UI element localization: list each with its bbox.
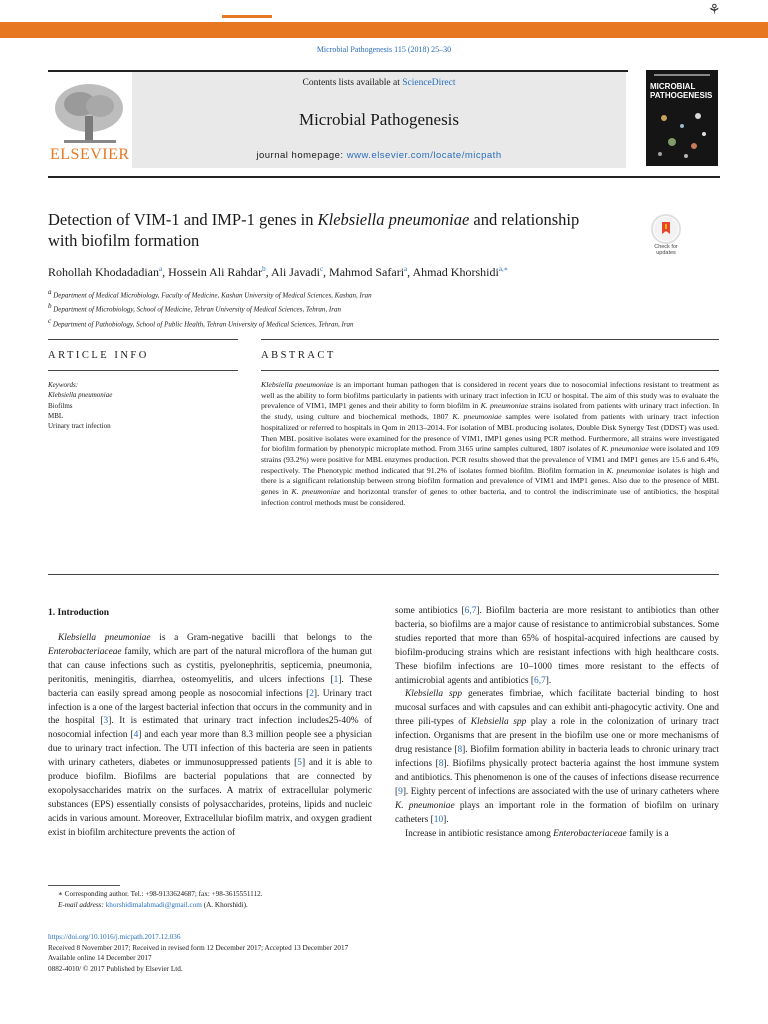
p-seg: K. pneumoniae: [395, 800, 455, 811]
p-seg: ]. Biofilm formation ability in bacteria leads to chronic urinary tract infections [: [395, 745, 719, 769]
abstract-seg: K. pneumoniae: [452, 412, 502, 422]
article-title: [48, 209, 608, 251]
journal-name: Microbial Pathogenesis: [298, 110, 460, 129]
p-seg: play a role in the colonization of urinary tract infection. Organisms that are present in the biofilm use one or more mechanisms of drug resistance [: [395, 717, 719, 756]
affiliation-text: Department of Microbiology, School of Medicine, Tehran University of Medical Sciences, Tehran, Iran: [53, 305, 341, 314]
citation-link[interactable]: 6,7: [464, 606, 477, 616]
intro-paragraph-1-cont: [395, 605, 719, 688]
cover-title-line-2: PATHOGENESIS: [650, 91, 713, 100]
tree-icon[interactable]: ⚘: [708, 3, 721, 18]
citation-link[interactable]: 8: [438, 758, 444, 769]
issn-copyright: 0882-4010/ © 2017 Published by Elsevier Ltd.: [48, 964, 183, 973]
homepage-link[interactable]: www.elsevier.com/locate/micpath: [346, 150, 502, 161]
title-part-1: Detection of VIM-1 and IMP-1 genes in: [48, 210, 318, 229]
abstract-seg: samples were isolated from patients with urinary tract infection hospitalized or referred to hospitals in Qom in 2013–2014. For isolation of MBL producing isolates, Double Disk Synergy Test (DDST) was used. Then MBL positive isolates were examined for the presence of VIM1, IMP1 genes using PCR method. Furthermore, all strains were investigated for biofilm formation by phenotypic microplate method. From 3165 urine samples cultured, 1807 isolates of: [261, 412, 719, 454]
abstract-seg: Klebsiella pneumoniae: [261, 380, 334, 389]
cover-title-line-1: MICROBIAL: [650, 82, 696, 91]
citation-link[interactable]: 6,7: [534, 675, 546, 686]
top-bar: [0, 0, 768, 38]
p-seg: family, which are part of the natural microflora of the human gut that can cause infections such as cystitis, pyelonephritis, septicemia, pneumonia, peritonitis, meningitis, diarrhea, osteomyelitis, and ulcers infections [: [48, 646, 372, 685]
homepage-line: [132, 150, 626, 161]
p-seg: family is a: [626, 828, 669, 839]
contents-prefix: Contents lists available at: [302, 78, 403, 88]
affiliations: [48, 287, 728, 330]
author-affil[interactable]: b: [262, 265, 266, 273]
abstract-seg: is an important human pathogen that is considered in recent years due to nosocomial infections resistant to treatment as well as the ability to form biofilms particularly in patients with urinary tract infection in ICU or hospital. The aim of this study was to evaluate the prevalence of VIM1, IMP1 genes and their ability to form biofilm in: [261, 380, 719, 411]
p-seg: ].: [443, 814, 449, 825]
citation-link[interactable]: 4: [133, 730, 139, 741]
citation-link[interactable]: 3: [103, 716, 109, 727]
abstract-rule-top: [261, 339, 719, 340]
received-dates: Received 8 November 2017; Received in revised form 12 December 2017; Accepted 13 December 2017: [48, 943, 349, 952]
left-column: [48, 632, 372, 841]
abstract-seg: K. pneumoniae: [601, 444, 649, 454]
intro-paragraph-1: [48, 632, 372, 841]
abstract-seg: K. pneumoniae: [480, 401, 529, 411]
abstract-seg: were isolated and 109 strains (93.2%) were positive for MBL enzymes production. PCR results showed that the prevalence of VIM1 and IMP1 genes are 15.6 and 6.4%, respectively. The Phenotypic method indicated that 91.2% of isolates formed biofilm. Biofilm formation in: [261, 444, 719, 475]
p-seg: Enterobacteriaceae: [553, 828, 627, 839]
p-seg: ] and each year more than 8.3 million people see a physician due to urinary tract infection. The UTI infection of this bacteria are seen in patients with urinary catheters, diabetes or immunosuppressed patients [: [48, 730, 372, 769]
right-column: [395, 605, 719, 841]
p-seg: plays an important role in the formation of biofilm on urinary catheters [: [395, 800, 719, 825]
intro-paragraph-3: [395, 828, 719, 842]
email-label: E-mail address:: [58, 900, 106, 909]
orange-banner: [0, 22, 768, 38]
abstract-rule-mid: [261, 370, 719, 371]
doi-link[interactable]: https://doi.org/10.1016/j.micpath.2017.12.036: [48, 933, 181, 941]
homepage-prefix: journal homepage:: [256, 150, 347, 161]
citation-link[interactable]: 9: [398, 786, 403, 797]
author-name[interactable]: Ali Javadi: [270, 265, 320, 279]
author-name[interactable]: Hossein Ali Rahdar: [168, 265, 263, 279]
affiliation-marker: b: [48, 302, 52, 311]
abstract-seg: K. pneumoniae: [291, 487, 341, 497]
author-list: Rohollah Khodadadian$^a$, Hossein Ali Rahdar$^b$, Ali Javadi$^c$, Mahmod Safari$^a$, Ahmad Khorshidi$^{a,∗}$: [48, 265, 509, 279]
article-info-label: ARTICLE INFO: [48, 350, 149, 361]
abstract-rule-bottom: [48, 574, 719, 575]
cover-top-strip: [654, 74, 710, 76]
email-suffix: (A. Khorshidi).: [201, 900, 248, 909]
affiliation-item: [48, 287, 728, 301]
info-rule-top: [48, 339, 238, 340]
sciencedirect-link[interactable]: ScienceDirect: [402, 78, 456, 88]
keyword-item: Urinary tract infection: [48, 422, 111, 431]
check-updates-icon: [651, 214, 681, 244]
p-seg: ]. These bacteria can easily spread among people as nosocomial infections [: [48, 674, 372, 699]
p-seg: Enterobacteriaceae: [48, 646, 122, 657]
keywords-label: Keywords:: [48, 381, 79, 389]
footnotes: [48, 889, 448, 910]
header-rule-bottom: [48, 176, 720, 178]
author-affil[interactable]: a,∗: [498, 265, 509, 273]
p-seg: ] and it is able to produce biofilm. Biofilms are bacterial populations that are connected by exopolysaccharides matrix on the surfaces. A matrix of extracellular polymeric substances (EPS) essentially consists of polysaccharides, proteins, lipids and nucleic acids in various amount. Moreover, Extracellular biofilm matrix, and oxygen gradient exist in biofilm architecture prevents the action of: [48, 758, 373, 838]
intro-paragraph-2: [395, 688, 719, 827]
p-seg: ].: [545, 675, 552, 686]
keywords-block: [48, 380, 238, 431]
active-tab-indicator: [222, 15, 272, 18]
p-seg: ]. It is estimated that urinary tract infection includes25-40% of nosocomial infection [: [48, 716, 372, 741]
email-line: [48, 900, 448, 911]
elsevier-wordmark: ELSEVIER: [50, 146, 130, 163]
p-seg: Klebsiella spp: [470, 717, 527, 728]
abstract-seg: K. pneumoniae: [606, 465, 655, 475]
p-seg: Klebsiella spp: [405, 689, 463, 700]
check-updates-label-2: updates: [656, 250, 676, 256]
citation-link[interactable]: 10: [433, 814, 444, 825]
author-affil[interactable]: a: [158, 265, 163, 273]
journal-cover[interactable]: [646, 70, 718, 166]
author-affil[interactable]: c: [319, 265, 324, 273]
abstract-seg: and horizontal transfer of genes to other bacteria, and to control the indiscriminate use of antibiotics, the hospital infection control methods must be considered.: [261, 487, 719, 507]
intro-heading: 1. Introduction: [48, 608, 110, 618]
p-seg: some antibiotics [: [395, 606, 465, 616]
check-updates-label-1: Check for: [654, 244, 678, 250]
p-seg: generates fimbriae, which facilitate bacterial binding to host mucosal surfaces and with capsules and can exhibit anti-phagocytic activity. One and three pili-types of: [395, 689, 720, 728]
author-name[interactable]: Mahmod Safari: [329, 265, 405, 279]
affiliation-marker: c: [48, 316, 52, 325]
contents-line: [132, 78, 626, 88]
author-affil[interactable]: a: [404, 265, 408, 273]
corresponding-author-note: ∗ Corresponding author. Tel.: +98-9133624687; fax: +98-3615551112.: [58, 890, 263, 898]
keyword-item: Biofilms: [48, 401, 73, 410]
publication-info: [48, 932, 548, 974]
affiliation-item: [48, 316, 728, 330]
p-seg: Increase in antibiotic resistance among: [405, 828, 554, 839]
citation-link[interactable]: 2: [309, 688, 314, 699]
affiliation-item: [48, 301, 728, 315]
cover-image: [652, 106, 712, 162]
author-name[interactable]: Rohollah Khodadadian: [48, 265, 159, 279]
journal-reference-link[interactable]: Microbial Pathogenesis 115 (2018) 25–30: [316, 45, 452, 54]
citation-link[interactable]: 1: [333, 674, 339, 685]
abstract-seg: strains isolated from patients with urinary tract infection. In the study, using culture and biochemical methods, 1807: [261, 401, 719, 422]
p-seg: ]. Urinary tract infection is a one of the largest bacterial infection that occurs in the community and in the hospital [: [48, 688, 372, 727]
p-seg: is a Gram-negative bacilli that belongs to the: [150, 633, 372, 643]
title-organism: Klebsiella pneumoniae: [317, 210, 470, 229]
citation-link[interactable]: 5: [297, 758, 302, 769]
affiliation-text: Department of Medical Microbiology, Faculty of Medicine, Kashan University of Medical Sciences, Kashan, Iran: [53, 291, 372, 300]
footnote-rule: [48, 885, 120, 886]
affiliation-text: Department of Pathobiology, School of Public Health, Tehran University of Medical Sciences, Tehran, Iran: [52, 319, 354, 328]
available-online: Available online 14 December 2017: [48, 954, 152, 962]
keyword-item: Klebsiella pneumoniae: [48, 391, 113, 400]
p-seg: Klebsiella pneumoniae: [58, 633, 151, 643]
check-for-updates-button[interactable]: [648, 214, 684, 254]
keyword-item: MBL: [48, 411, 64, 420]
p-seg: ]. Biofilms physically protect bacteria against the host immune system and antibiotics. This phenomenon is one of the causes of infections disease recurrence [: [395, 758, 720, 797]
title-part-2: and relationship with biofilm formation: [48, 210, 580, 250]
email-link[interactable]: khorshidimalahmadi@gmail.com: [105, 900, 202, 909]
author-name[interactable]: Ahmad Khorshidi: [412, 265, 499, 279]
p-seg: ]. Biofilm bacteria are more resistant to antibiotics than other bacteria, so biofilms are a major cause of resistance to antimicrobial substances. Some studies reported that more than 65% of hospital-acquired infections are caused by biofilm-producing strains which are resistant infections with high healthcare costs. These biofilm infections are 10–1000 times more resistant to the effects of antimicrobial agents and antibiotics [: [395, 606, 720, 686]
citation-link[interactable]: 8: [457, 745, 463, 756]
abstract-label: ABSTRACT: [261, 350, 336, 361]
info-rule-mid: [48, 370, 238, 371]
abstract-seg: isolates is high and there is a significant relationship between strong biofilm formation and prevalence of VIM1 and IMP1 genes. Also due to the presence of MBL genes in: [261, 465, 719, 497]
cover-title: [650, 82, 712, 100]
abstract-text: [261, 380, 719, 508]
p-seg: ]. Eighty percent of infections are associated with the use of urinary catheters where: [402, 786, 719, 797]
affiliation-marker: a: [48, 288, 52, 296]
